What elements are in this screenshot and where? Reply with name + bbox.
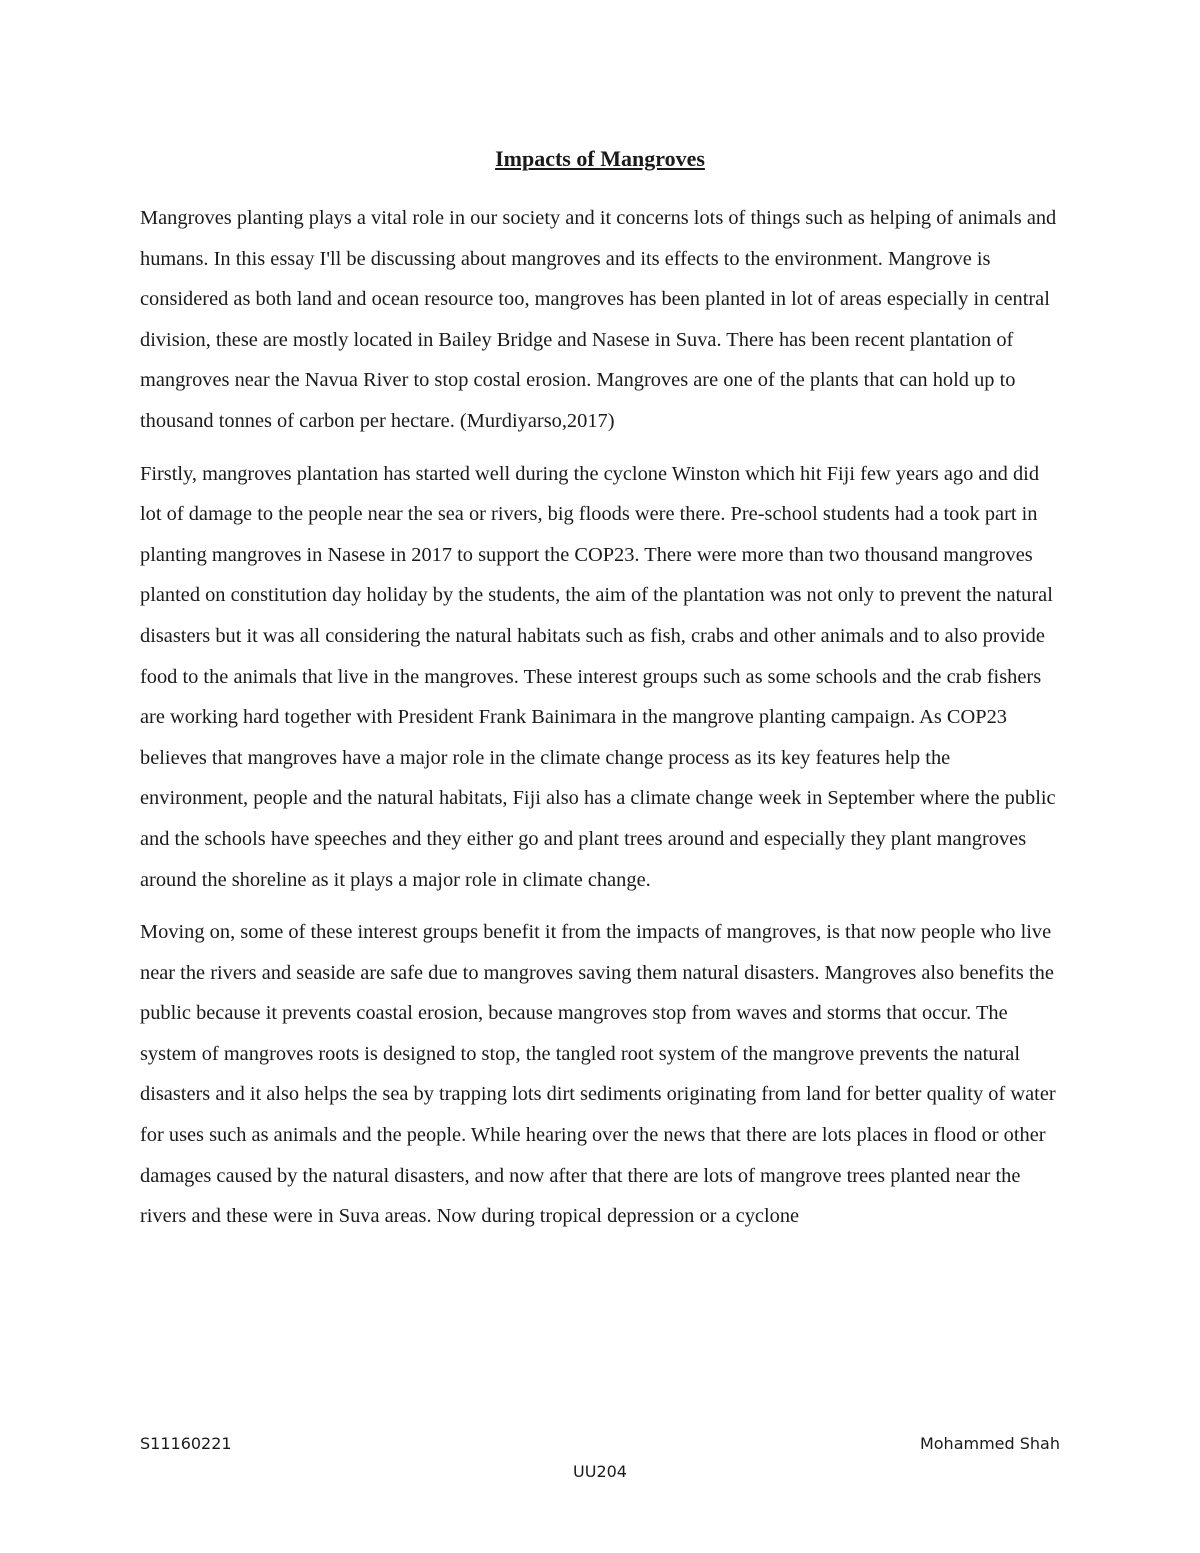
paragraph-3: Moving on, some of these interest groups benefit it from the impacts of mangroves, is that now people who live near the rivers and seaside are safe due to mangroves saving them natural disasters. Mangroves also benefits the public because it prevents coastal erosion, because mangroves stop from waves and storms that occur. The system of mangroves roots is designed to stop, the tangled root system of the mangrove prevents the natural disasters and it also helps the sea by trapping lots dirt sediments originating from land for better quality of water for uses such as animals and the people. While hearing over the news that there are lots places in flood or other damages caused by the natural disasters, and now after that there are lots of mangrove trees planted near the rivers and these were in Suva areas. Now during tropical depression or a cyclone xyxy=(140,921,1056,1228)
footer-course-code: UU204 xyxy=(573,1462,627,1481)
page-footer xyxy=(140,1434,1060,1453)
footer-author: Mohammed Shah xyxy=(919,1434,1060,1453)
footer-student-id: S11160221 xyxy=(140,1434,232,1453)
document-title: Impacts of Mangroves xyxy=(495,146,705,171)
document-body xyxy=(140,198,1060,1249)
paragraph-2: Firstly, mangroves plantation has started well during the cyclone Winston which hit Fiji few years ago and did lot of damage to the people near the sea or rivers, big floods were there. Pre-school students had a took part in planting mangroves in Nasese in 2017 to support the COP23. There were more than two thousand mangroves planted on constitution day holiday by the students, the aim of the plantation was not only to prevent the natural disasters but it was all considering the natural habitats such as fish, crabs and other animals and to also provide food to the animals that live in the mangroves. These interest groups such as some schools and the crab fishers are working hard together with President Frank Bainimara in the mangrove planting campaign. As COP23 believes that mangroves have a major role in the climate change process as its key features help the environment, people and the natural habitats, Fiji also has a climate change week in September where the public and the schools have speeches and they either go and plant trees around and especially they plant mangroves around the shoreline as it plays a major role in climate change. xyxy=(140,462,1056,891)
paragraph-1: Mangroves planting plays a vital role in our society and it concerns lots of things such as helping of animals and humans. In this essay I'll be discussing about mangroves and its effects to the environment. Mangrove is considered as both land and ocean resource too, mangroves has been planted in lot of areas especially in central division, these are mostly located in Bailey Bridge and Nasese in Suva. There has been recent plantation of mangroves near the Navua River to stop costal erosion. Mangroves are one of the plants that can hold up to thousand tonnes of carbon per hectare. (Murdiyarso,2017) xyxy=(140,207,1057,432)
